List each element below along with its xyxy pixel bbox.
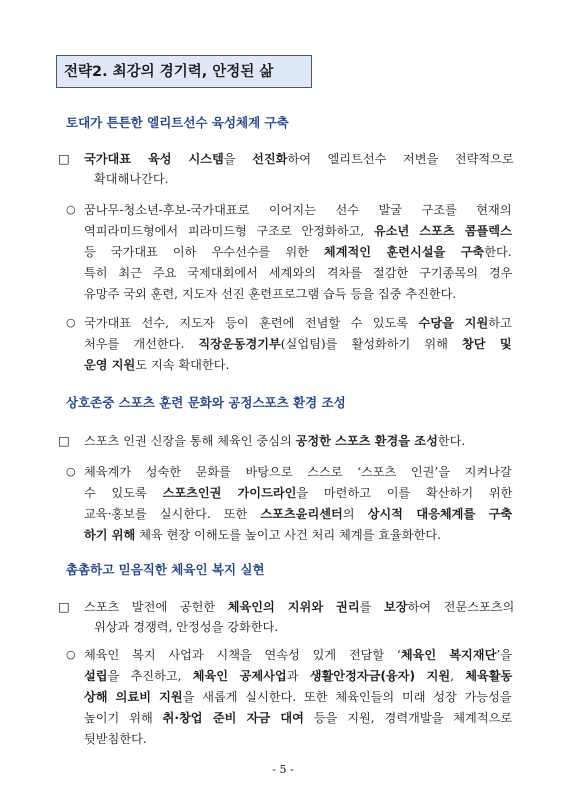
text-run: 체육 현장 이해도를 높이고 사건 처리 체계를 효율화한다. [135,528,441,542]
text-run: , [450,669,466,683]
circle-bullet-icon: ○ [66,316,76,329]
text-run: 의 [342,507,368,521]
paragraph-line [84,150,514,168]
text-run: 특히 최근 주요 국제대회에서 세계와의 격차를 절감한 구기종목의 경우 [84,266,513,280]
sub-paragraph-line [84,285,456,303]
text-run: 등을 지원, 경력개발을 체계적으로 [303,711,513,725]
section-title-box [56,55,312,88]
text-run: 하여 전문스포츠의 [407,600,515,614]
text-run: 한다. [437,434,466,448]
text-run: 을 새롭게 실시한다. 또한 체육인들의 미래 성장 가능성을 [182,690,512,704]
sub-paragraph-line [84,688,512,706]
text-run: 등 국가대표 이하 우수선수를 위한 [84,245,324,259]
sub-paragraph-line [84,730,147,748]
emphasis-text: 체육인 공제사업 [192,669,287,683]
sub-paragraph-line [84,264,512,282]
text-run: ’을 [496,648,512,662]
text-run: 체육인 복지 사업과 시책을 연속성 있게 전담할 ‘ [84,648,401,662]
strategy-title: 전략2. 최강의 경기력, 안정된 삶 [64,64,274,80]
text-run: 역피라미드형에서 피라미드형 구조로 안정화하고, [84,224,374,238]
emphasis-text: 체육활동 [465,669,513,683]
text-run: (실업팀)를 활성화하기 위해 [280,337,462,351]
sub-paragraph-line [84,505,512,523]
text-run: 과 [286,669,310,683]
emphasis-text: 수당을 지원 [418,316,489,330]
sub-paragraph-line [84,201,512,219]
sub-paragraph-line [84,463,512,481]
paragraph-line [84,432,465,450]
square-bullet-icon: □ [58,433,70,448]
emphasis-text: 유소년 스포츠 콤플렉스 [373,224,512,238]
paragraph-line [94,618,278,636]
emphasis-text: 체계적인 훈련시설을 구축 [323,245,485,259]
paragraph-line [94,170,169,188]
circle-bullet-icon: ○ [66,648,76,661]
text-run: 를 [359,600,384,614]
emphasis-text: 체육인 복지재단 [400,648,497,662]
emphasis-text: 스포츠인권 가이드라인 [162,486,297,500]
emphasis-text: 직장운동경기부 [198,337,281,351]
section-heading: 상호존중 스포츠 훈련 문화와 공정스포츠 환경 조성 [66,395,346,410]
sub-paragraph-line [84,484,512,502]
sub-paragraph-line [84,335,512,353]
emphasis-text: 창단 및 [461,337,512,351]
sub-paragraph-line [84,356,229,374]
text-run: 체육계가 성숙한 문화를 바탕으로 스스로 ‘스포츠 인권’을 지켜나갈 [84,465,512,479]
text-run: 을 추진하고, [107,669,193,683]
sub-paragraph-line [84,526,441,544]
emphasis-text: 상시적 대응체계를 구축 [367,507,513,521]
emphasis-text: 선진화 [252,152,288,166]
text-run: 하여 엘리트선수 저변을 전략적으로 [287,152,514,166]
paragraph-line [84,598,514,616]
text-run: 도 지속 확대한다. [135,358,230,372]
emphasis-text: 생활안정자금(융자) 지원 [309,669,451,683]
emphasis-text: 체육인의 지위와 권리 [227,600,360,614]
text-run: 확대해나간다. [94,172,169,186]
square-bullet-icon: □ [58,151,70,166]
circle-bullet-icon: ○ [66,465,76,478]
text-run: 을 [223,152,253,166]
text-run: 처우를 개선한다. [84,337,199,351]
text-run: 교육·홍보를 실시한다. 또한 [84,507,261,521]
square-bullet-icon: □ [58,599,70,614]
emphasis-text: 보장 [383,600,408,614]
text-run: 국가대표 선수, 지도자 등이 훈련에 전념할 수 있도록 [84,316,419,330]
text-run: 스포츠 발전에 공헌한 [84,600,228,614]
text-run: 높이기 위해 [84,711,163,725]
page-number: - 5 - [272,763,294,776]
text-run: 스포츠 인권 신장을 통해 체육인 중심의 [84,434,296,448]
emphasis-text: 운영 지원 [84,358,136,372]
sub-paragraph-line [84,646,512,664]
sub-paragraph-line [84,314,512,332]
circle-bullet-icon: ○ [66,203,76,216]
emphasis-text: 공정한 스포츠 환경을 조성 [295,434,438,448]
sub-paragraph-line [84,243,512,261]
text-run: 위상과 경쟁력, 안정성을 강화한다. [94,620,279,634]
emphasis-text: 설립 [84,669,108,683]
sub-paragraph-line [84,709,512,727]
section-heading: 촘촘하고 믿음직한 체육인 복지 실현 [66,562,265,577]
text-run: 유망주 국외 훈련, 지도자 선진 훈련프로그램 습득 등을 집중 추진한다. [84,287,457,301]
emphasis-text: 스포츠윤리센터 [260,507,343,521]
sub-paragraph-line [84,667,512,685]
text-run: 뒷받침한다. [84,732,147,746]
sub-paragraph-line [84,222,512,240]
section-heading: 토대가 튼튼한 엘리트선수 육성체계 구축 [66,115,289,130]
emphasis-text: 상해 의료비 지원 [84,690,183,704]
emphasis-text: 하기 위해 [84,528,136,542]
text-run: 을 마련하고 이를 확산하기 위한 [296,486,513,500]
text-run: 꿈나무-청소년-후보-국가대표로 이어지는 선수 발굴 구조를 현재의 [84,203,512,217]
emphasis-text: 국가대표 육성 시스템 [84,152,224,166]
emphasis-text: 취·창업 준비 자금 대여 [162,711,304,725]
text-run: 하고 [488,316,512,330]
text-run: 수 있도록 [84,486,163,500]
text-run: 한다. [484,245,512,259]
